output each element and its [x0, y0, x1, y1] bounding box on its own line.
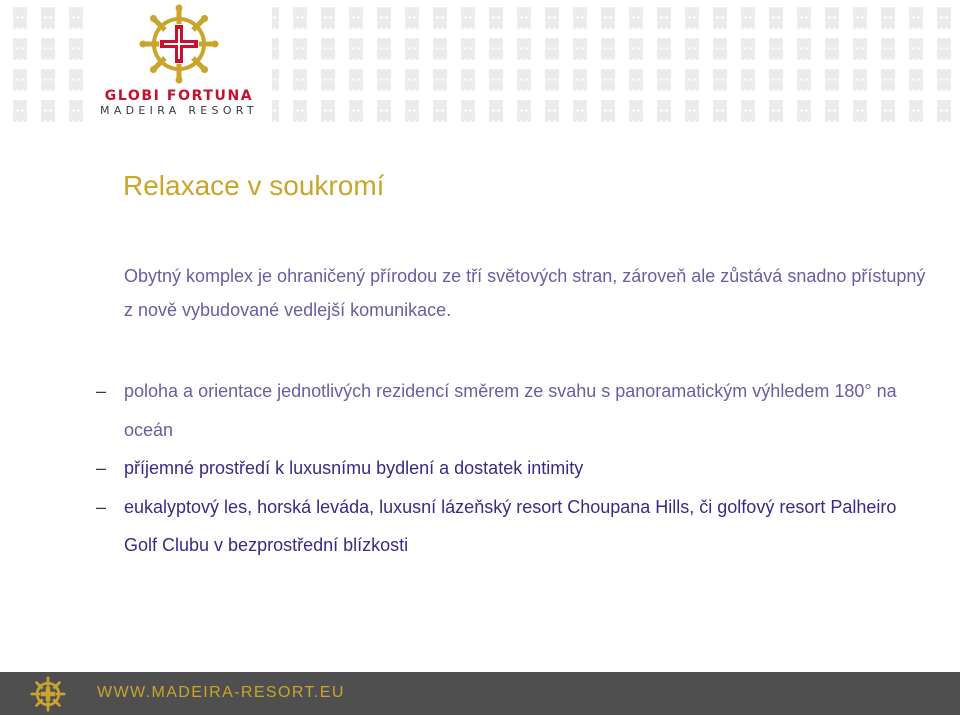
ship-wheel-icon: [30, 676, 66, 712]
feature-list: [96, 372, 926, 565]
list-item: [96, 449, 926, 488]
list-item: [96, 488, 926, 565]
website-url[interactable]: WWW.MADEIRA-RESORT.EU: [97, 684, 345, 701]
list-item-text: příjemné prostředí k luxusnímu bydlení a dostatek intimity: [124, 458, 584, 478]
brand-logo: [86, 4, 272, 124]
dash-bullet: –: [96, 458, 107, 478]
logo-subtitle: MADEIRA RESORT: [100, 104, 258, 117]
list-item-text: poloha a orientace jednotlivých rezidencí směrem ze svahu s panoramatickým výhledem 180° na oceán: [124, 381, 897, 440]
dash-bullet: –: [96, 496, 107, 517]
page-title: Relaxace v soukromí: [123, 170, 385, 201]
intro-paragraph: Obytný komplex je ohraničený přírodou ze tří světových stran, zároveň ale zůstává snadno přístupný z nově vybudované vedlejší komunikace.: [124, 266, 926, 320]
list-item: [96, 372, 926, 449]
ship-wheel-cross-icon: [139, 4, 219, 84]
list-item-text: eukalyptový les, horská leváda, luxusní lázeňský resort Choupana Hills, či golfový resort Palheiro Golf Clubu v bezprostřední blízkosti: [124, 496, 897, 555]
dash-bullet: –: [96, 381, 107, 401]
logo-name: GLOBI FORTUNA: [104, 88, 254, 104]
footer-bar: [0, 672, 960, 715]
